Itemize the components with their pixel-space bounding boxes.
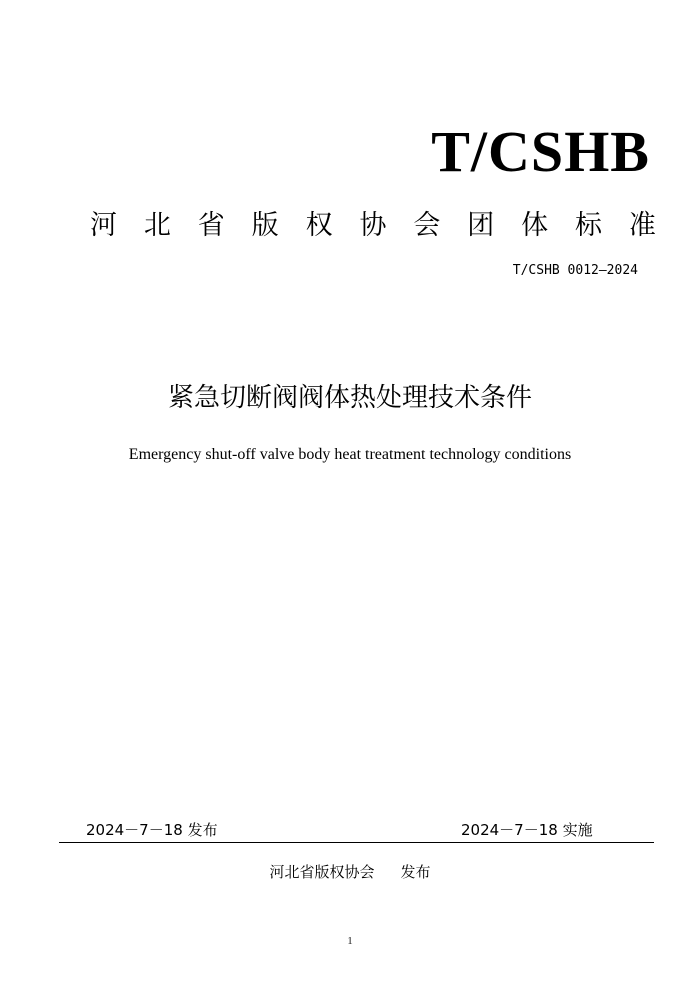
org-title-char: 体 [521, 210, 549, 241]
organization-title [90, 206, 656, 246]
publisher-line [0, 862, 700, 882]
org-title-char: 权 [305, 210, 333, 241]
page-number: 1 [347, 935, 353, 947]
org-title-char: 标 [575, 210, 603, 241]
document-title-english: Emergency shut-off valve body heat treatment technology conditions [128, 446, 572, 463]
org-title-char: 版 [251, 210, 279, 241]
org-title-char: 团 [467, 210, 495, 241]
publisher-name: 河北省版权协会 [269, 863, 375, 881]
org-title-char: 协 [359, 210, 387, 241]
org-title-char: 会 [413, 210, 441, 241]
standard-code: T/CSHB [431, 119, 650, 184]
org-title-char: 河 [90, 210, 117, 241]
org-title-char: 北 [143, 210, 171, 241]
document-title-chinese: 紧急切断阀阀体热处理技术条件 [167, 383, 532, 413]
effective-date: 2024－7－18 实施 [461, 821, 593, 839]
org-title-char: 准 [628, 210, 656, 241]
publisher-action: 发布 [400, 863, 431, 881]
org-title-char: 省 [197, 210, 225, 241]
issue-date: 2024－7－18 发布 [86, 821, 218, 839]
footer-divider [59, 842, 654, 843]
standard-number: T/CSHB 0012—2024 [512, 263, 638, 278]
